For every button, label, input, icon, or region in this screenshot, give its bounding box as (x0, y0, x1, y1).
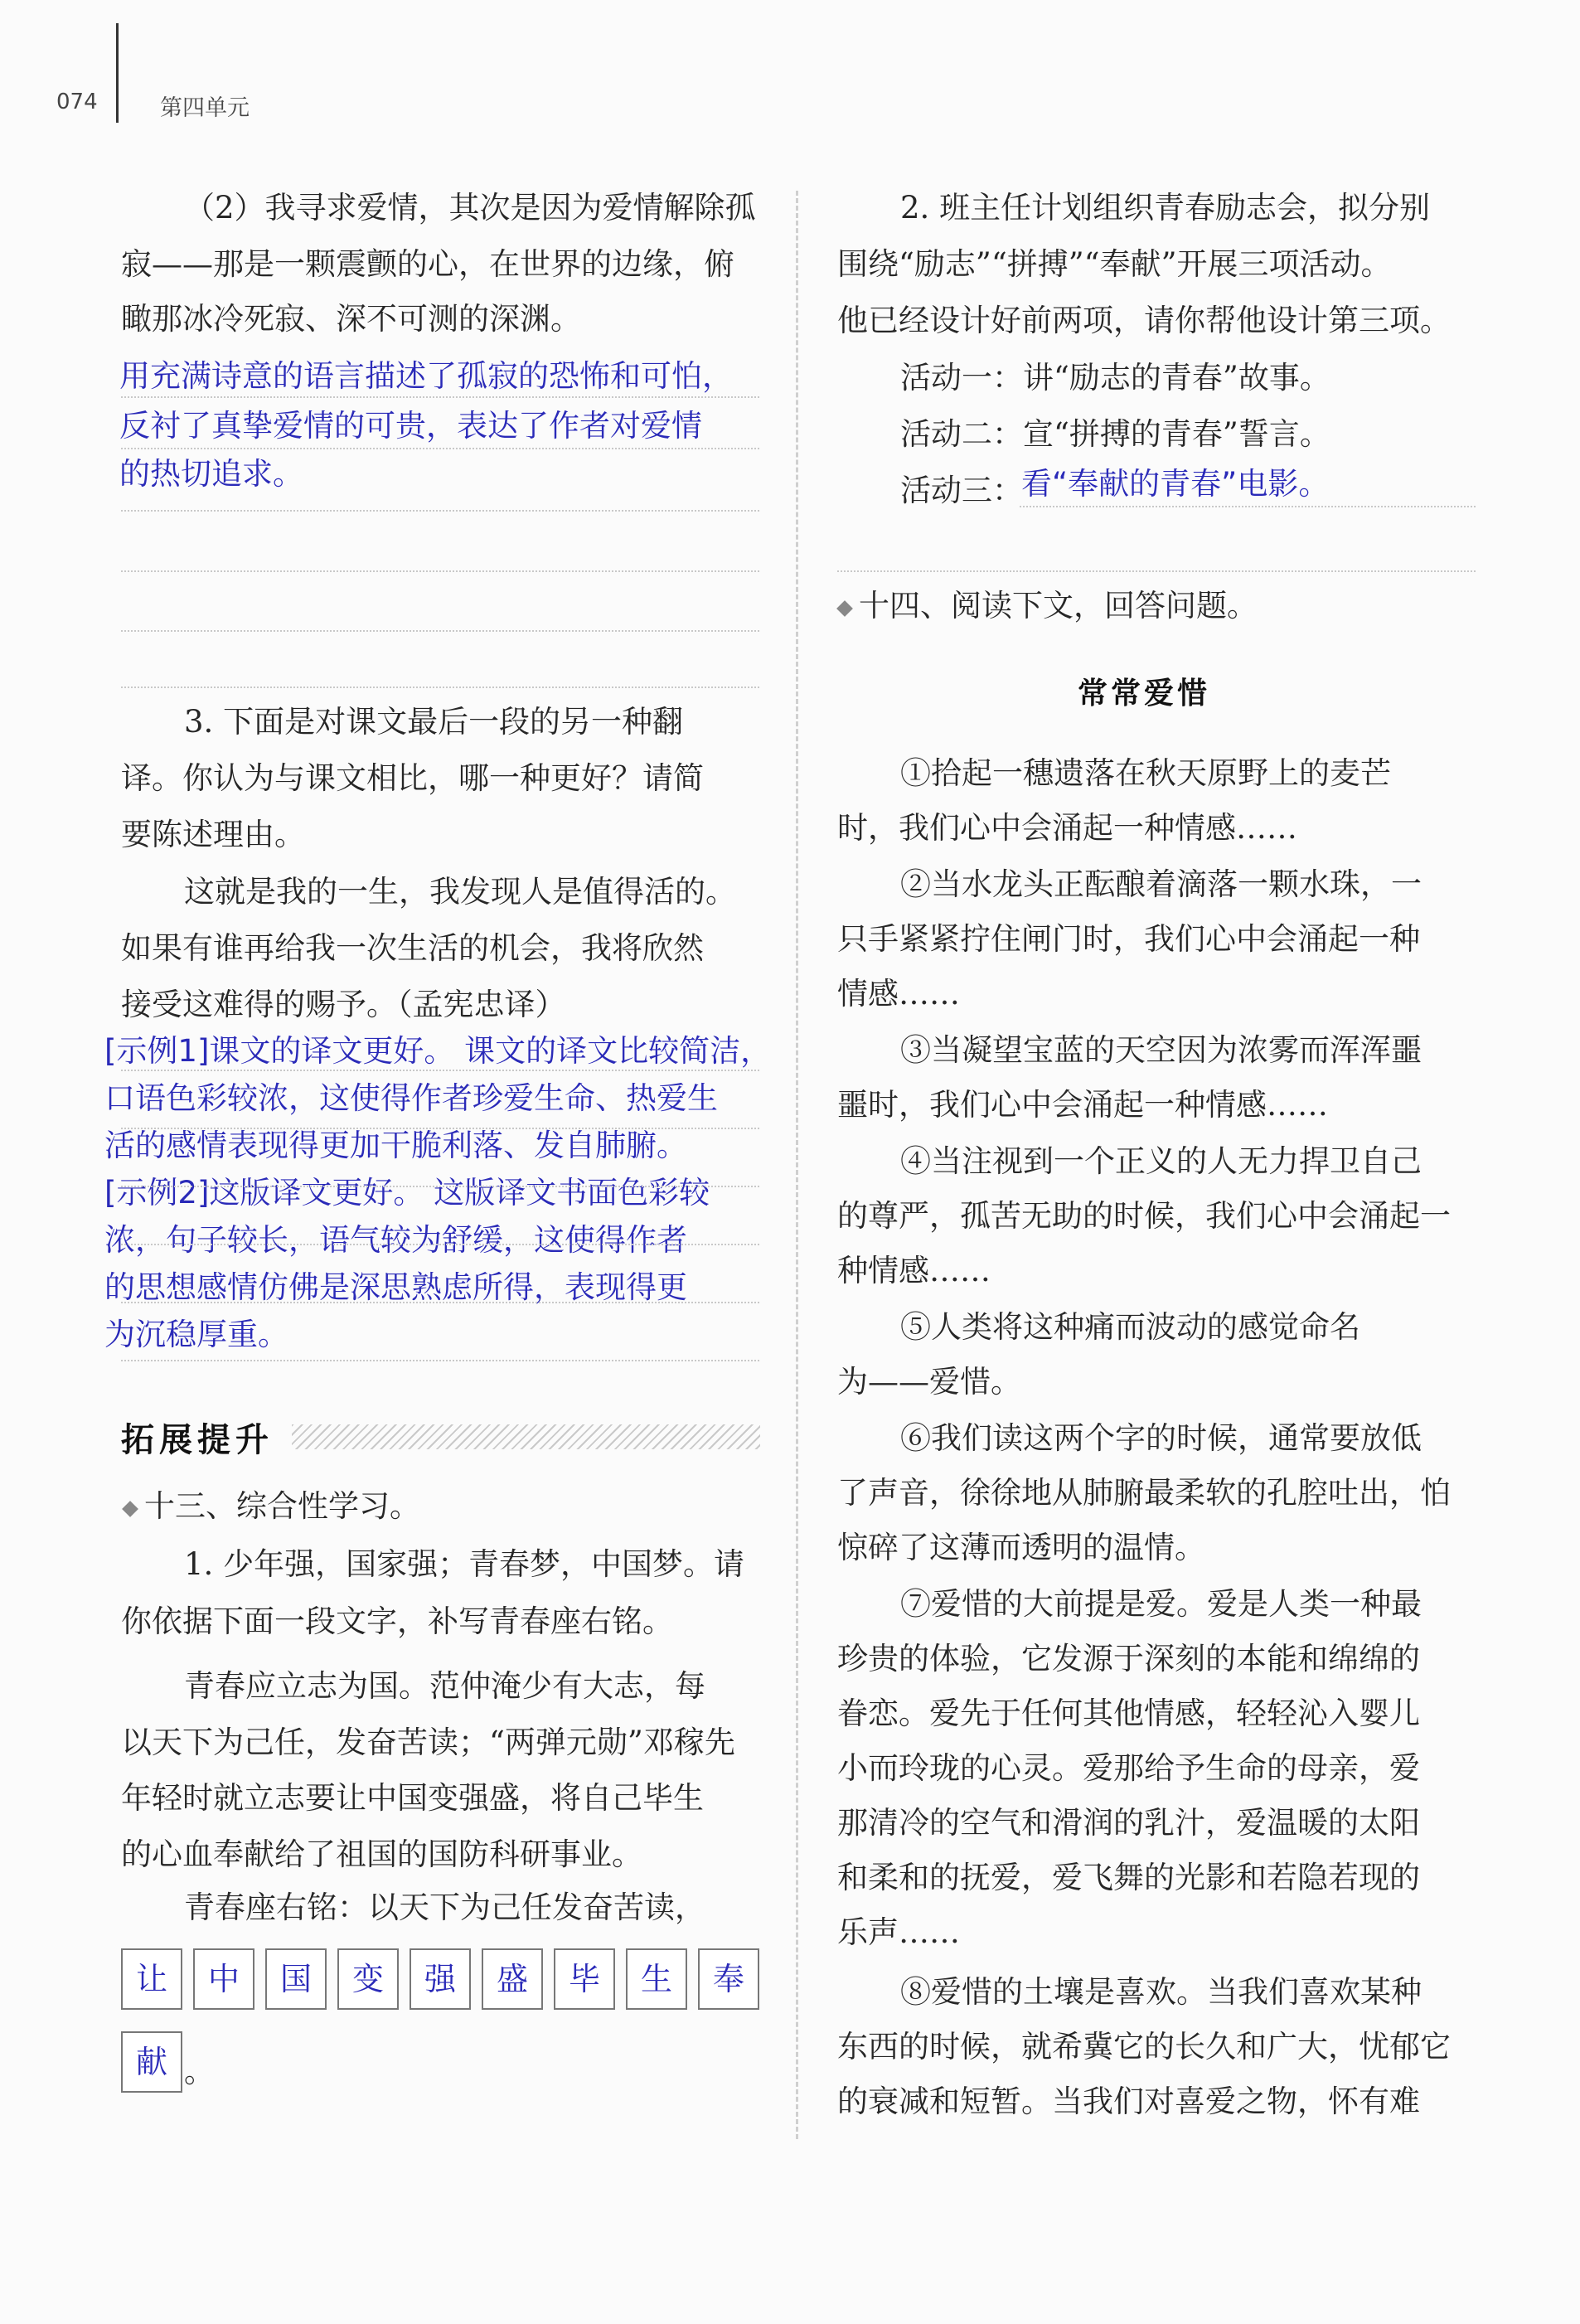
motto-char-box[interactable]: 国 (265, 1948, 327, 2010)
activity-three-answer: 看“奉献的青春”电影。 (1021, 466, 1330, 502)
q2-answer-line: 用充满诗意的语言描述了孤寂的恐怖和可怕， (119, 358, 733, 394)
activity-three-label: 活动三： (900, 473, 1023, 508)
essay-line: 种情感…… (837, 1253, 991, 1288)
essay-line: ⑧爱惜的土壤是喜欢。当我们喜欢某种 (900, 1974, 1422, 2010)
activity-two: 活动二：宣“拼搏的青春”誓言。 (900, 416, 1330, 452)
q13-heading-text: 十三、综合性学习。 (144, 1488, 420, 1524)
essay-line: 和柔和的抚爱，爱飞舞的光影和若隐若现的 (837, 1860, 1420, 1895)
essay-title: 常常爱惜 (1078, 677, 1211, 711)
answer-rule (121, 510, 759, 512)
answer-rule (121, 1186, 759, 1187)
motto-char-box[interactable]: 毕 (554, 1948, 615, 2010)
essay-line: 的尊严，孤苦无助的时候，我们心中会涌起一 (837, 1198, 1451, 1234)
essay-line: ⑦爱惜的大前提是爱。爱是人类一种最 (900, 1586, 1422, 1622)
essay-line: ④当注视到一个正义的人无力捍卫自己 (900, 1143, 1422, 1179)
diamond-bullet-icon (122, 1501, 138, 1517)
q3-answer-line: 口语色彩较浓，这使得作者珍爱生命、热爱生 (104, 1080, 718, 1116)
motto-char-box[interactable]: 奉 (698, 1948, 759, 2010)
essay-line: 珍贵的体验，它发源于深刻的本能和绵绵的 (837, 1641, 1420, 1676)
answer-rule (121, 1070, 759, 1071)
essay-line: 惊碎了这薄而透明的温情。 (837, 1530, 1205, 1565)
passage-line: 的心血奉献给了祖国的国防科研事业。 (121, 1836, 642, 1872)
essay-line: ⑥我们读这两个字的时候，通常要放低 (900, 1420, 1422, 1456)
q2-line: 寂——那是一颗震颤的心，在世界的边缘，俯 (121, 246, 734, 282)
essay-line: ②当水龙头正酝酿着滴落一颗水珠，一 (900, 866, 1422, 902)
q2-line: 瞰那冰冷死寂、深不可测的深渊。 (121, 301, 581, 337)
unit-title: 第四单元 (160, 95, 250, 121)
q3-answer-line: 为沉稳厚重。 (104, 1317, 288, 1352)
answer-rule (121, 448, 759, 449)
q2-answer-line: 反衬了真挚爱情的可贵，表达了作者对爱情 (119, 408, 702, 444)
motto-char-box[interactable]: 让 (121, 1948, 182, 2010)
motto-char-box[interactable]: 强 (410, 1948, 471, 2010)
motto-char-box[interactable]: 献 (121, 2031, 182, 2093)
q2-line: （2）我寻求爱情，其次是因为爱情解除孤 (184, 190, 756, 226)
quote-line: 这就是我的一生，我发现人是值得活的。 (184, 874, 736, 910)
q3-line: 要陈述理由。 (121, 817, 305, 852)
q3-answer-line: 浓，句子较长，语气较为舒缓，这使得作者 (104, 1222, 687, 1258)
q3-answer-line: [示例1]课文的译文更好。 课文的译文比较简洁， (104, 1033, 772, 1069)
answer-rule (121, 1360, 759, 1361)
motto-char-box[interactable]: 盛 (482, 1948, 543, 2010)
q2-answer-line: 的热切追求。 (119, 456, 303, 492)
answer-rule (121, 630, 759, 632)
q13-heading (124, 1488, 420, 1524)
right-q2-line: 围绕“励志”“拼搏”“奉献”开展三项活动。 (837, 246, 1392, 282)
answer-rule (121, 1244, 759, 1245)
q3-answer-line: 的思想感情仿佛是深思熟虑所得，表现得更 (104, 1269, 687, 1305)
essay-line: 为——爱惜。 (837, 1364, 1021, 1400)
diamond-bullet-icon (836, 600, 853, 617)
q3-line: 译。你认为与课文相比，哪一种更好？请简 (121, 760, 704, 796)
essay-line: ③当凝望宝蓝的天空因为浓雾而浑浑噩 (900, 1032, 1422, 1068)
essay-line: 小而玲珑的心灵。爱那给予生命的母亲，爱 (837, 1750, 1420, 1786)
q13-1-line: 你依据下面一段文字，补写青春座右铭。 (121, 1604, 673, 1639)
essay-line: 只手紧紧拧住闸门时，我们心中会涌起一种 (837, 921, 1420, 957)
motto-char-box[interactable]: 变 (337, 1948, 399, 2010)
essay-line: 了声音，徐徐地从肺腑最柔软的孔腔吐出，怕 (837, 1475, 1451, 1511)
passage-line: 以天下为己任，发奋苦读；“两弹元勋”邓稼先 (121, 1725, 735, 1760)
q13-1-line: 1. 少年强，国家强；青春梦，中国梦。请 (184, 1546, 745, 1582)
quote-line: 如果有谁再给我一次生活的机会，我将欣然 (121, 930, 704, 966)
q14-heading (839, 590, 1258, 621)
essay-line: 的衰减和短暂。当我们对喜爱之物，怀有难 (837, 2084, 1420, 2119)
page-number: 074 (56, 90, 98, 114)
q3-answer-line: [示例2]这版译文更好。 这版译文书面色彩较 (104, 1175, 710, 1211)
quote-line: 接受这难得的赐予。（孟宪忠译） (121, 987, 566, 1022)
right-q2-line: 2. 班主任计划组织青春励志会，拟分别 (900, 190, 1431, 226)
motto-char-box[interactable]: 中 (193, 1948, 254, 2010)
motto-char-box[interactable]: 生 (626, 1948, 687, 2010)
essay-line: ①拾起一穗遗落在秋天原野上的麦芒 (900, 755, 1391, 791)
column-divider (796, 191, 798, 2139)
essay-line: 时，我们心中会涌起一种情感…… (837, 810, 1297, 846)
q3-answer-line: 活的感情表现得更加干脆利落、发自肺腑。 (104, 1128, 687, 1163)
q14-heading-text: 十四、阅读下文，回答问题。 (859, 588, 1258, 623)
essay-line: 乐声…… (837, 1914, 960, 1950)
header-rule (116, 23, 119, 123)
essay-line: 那清冷的空气和滑润的乳汁，爱温暖的太阳 (837, 1805, 1420, 1841)
answer-rule (121, 1302, 759, 1303)
q3-line: 3. 下面是对课文最后一段的另一种翻 (184, 704, 684, 740)
passage-line: 年轻时就立志要让中国变强盛，将自己毕生 (121, 1780, 704, 1816)
section-title: 拓展提升 (121, 1421, 274, 1459)
right-q2-line: 他已经设计好前两项，请你帮他设计第三项。 (837, 303, 1451, 338)
essay-line: ⑤人类将这种痛而波动的感觉命名 (900, 1309, 1360, 1345)
passage-line: 青春应立志为国。范仲淹少有大志，每 (184, 1668, 705, 1704)
answer-rule (121, 687, 759, 688)
answer-rule (121, 1128, 759, 1129)
essay-line: 东西的时候，就希冀它的长久和广大，忧郁它 (837, 2029, 1451, 2064)
motto-end: 。 (184, 2054, 215, 2089)
answer-rule (1020, 506, 1476, 507)
answer-rule (837, 570, 1476, 572)
activity-one: 活动一：讲“励志的青春”故事。 (900, 360, 1330, 395)
answer-rule (121, 396, 759, 398)
section-title-hatch (292, 1424, 760, 1449)
answer-rule (121, 570, 759, 572)
essay-line: 噩时，我们心中会涌起一种情感…… (837, 1087, 1328, 1123)
essay-line: 眷恋。爱先于任何其他情感，轻轻沁入婴儿 (837, 1696, 1420, 1731)
essay-line: 情感…… (837, 976, 960, 1012)
motto-prefix: 青春座右铭：以天下为己任发奋苦读， (184, 1890, 705, 1925)
